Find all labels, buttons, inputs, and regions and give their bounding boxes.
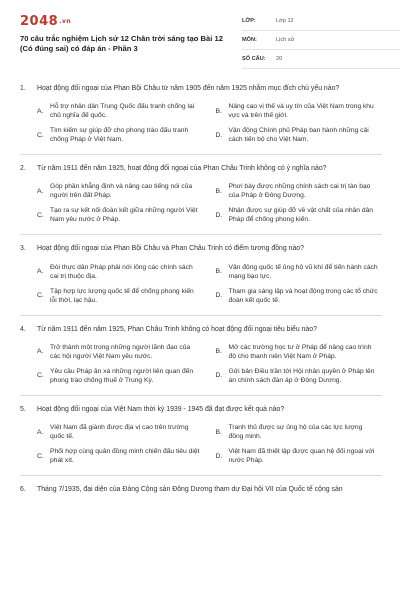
answer-option[interactable] bbox=[37, 343, 204, 361]
answer-options bbox=[37, 343, 382, 385]
question-number: 1. bbox=[20, 85, 26, 92]
question-item bbox=[20, 485, 382, 494]
option-text: Gửi bản Điều trần tới Hội nhân quyền ở Pháp lên án chính sách đàn áp ở Đông Dương. bbox=[228, 367, 375, 384]
answer-option[interactable] bbox=[37, 182, 204, 200]
option-text: Yêu cầu Pháp ân xá những người liên quan đến phong trào chống thuế ở Trung Kỳ. bbox=[50, 367, 194, 384]
option-letter: C. bbox=[37, 292, 44, 300]
meta-row bbox=[242, 12, 400, 31]
answer-option[interactable] bbox=[216, 447, 383, 465]
answer-option[interactable] bbox=[37, 206, 204, 224]
meta-label: SỐ CÂU: bbox=[242, 56, 266, 62]
question-text: Hoạt động đối ngoại của Phan Bội Châu và Phan Châu Trinh có điểm tương đồng nào? bbox=[37, 245, 304, 253]
answer-option[interactable] bbox=[216, 263, 383, 281]
page-header bbox=[20, 12, 385, 70]
meta-row bbox=[242, 50, 400, 69]
option-text: Nâng cao vị thế và uy tín của Việt Nam trong khu vực và trên thế giới. bbox=[228, 103, 374, 120]
answer-option[interactable] bbox=[216, 367, 383, 385]
option-text: Hỗ trợ nhân dân Trung Quốc đấu tranh chống lại chủ nghĩa đế quốc. bbox=[50, 103, 195, 120]
question-divider bbox=[20, 395, 382, 396]
question-stem bbox=[20, 325, 382, 334]
answer-option[interactable] bbox=[37, 287, 204, 305]
question-item bbox=[20, 84, 382, 144]
question-stem bbox=[20, 164, 382, 173]
option-letter: C. bbox=[37, 372, 44, 380]
option-text: Tranh thủ được sự ủng hộ của các lực lượng đồng minh. bbox=[228, 424, 363, 441]
answer-option[interactable] bbox=[37, 102, 204, 120]
answer-option[interactable] bbox=[216, 423, 383, 441]
option-text: Vận động quốc tế ủng hộ vũ khí để tiến hành cách mạng bạo lực. bbox=[228, 263, 378, 280]
meta-table bbox=[242, 12, 400, 69]
question-text: Hoạt động đối ngoại của Phan Bội Châu từ năm 1905 đến năm 1925 nhằm mục đích chủ yếu nào? bbox=[37, 85, 340, 92]
question-list bbox=[20, 84, 382, 494]
option-letter: B. bbox=[215, 187, 222, 195]
option-text: Tìm kiếm sự giúp đỡ cho phong trào đấu tranh chống Pháp ở Việt Nam. bbox=[50, 127, 189, 144]
question-text: Tháng 7/1935, đại diện của Đảng Cộng sản Đông Dương tham dự Đại hội VII của Quốc tế cộng sản bbox=[37, 486, 343, 494]
answer-option[interactable] bbox=[216, 102, 383, 120]
option-text: Việt Nam đã thiết lập được quan hệ đối ngoại với nước Pháp. bbox=[228, 448, 375, 465]
logo-text: 2048 bbox=[20, 14, 59, 29]
answer-option[interactable] bbox=[37, 126, 204, 144]
question-number: 4. bbox=[20, 325, 26, 333]
option-text: Nhận được sự giúp đỡ về vật chất của nhân dân Pháp để chống phong kiến. bbox=[228, 207, 374, 224]
question-item bbox=[20, 405, 382, 465]
answer-option[interactable] bbox=[37, 367, 204, 385]
option-text: Phối hợp cùng quân đồng minh chiến đấu tiêu diệt phát xít. bbox=[50, 448, 200, 465]
question-number: 6. bbox=[20, 486, 26, 494]
option-letter: D. bbox=[215, 131, 223, 139]
question-stem bbox=[20, 244, 382, 253]
option-text: Tham gia sáng lập và hoạt động trong các tổ chức đoàn kết quốc tế. bbox=[228, 287, 378, 304]
answer-option[interactable] bbox=[37, 263, 204, 281]
meta-label: LỚP: bbox=[242, 18, 256, 24]
option-letter: D. bbox=[215, 372, 223, 380]
option-text: Đòi thực dân Pháp phải nới lỏng các chính sách cai trị thuộc địa. bbox=[50, 263, 193, 280]
option-letter: A. bbox=[37, 428, 44, 436]
option-text: Góp phần khẳng định và nâng cao tiếng nói của người trên đất Pháp. bbox=[50, 183, 193, 200]
answer-option[interactable] bbox=[216, 287, 383, 305]
option-letter: B. bbox=[215, 107, 222, 115]
question-item bbox=[20, 244, 382, 304]
question-text: Từ năm 1911 đến năm 1925, Phan Châu Trinh không có hoạt động đối ngoại tiêu biểu nào? bbox=[37, 325, 317, 333]
option-text: Tạo ra sự kết nối đoàn kết giữa những người Việt Nam yêu nước ở Pháp. bbox=[50, 207, 198, 224]
question-divider bbox=[20, 234, 382, 235]
answer-option[interactable] bbox=[216, 343, 383, 361]
option-letter: D. bbox=[215, 211, 223, 219]
answer-option[interactable] bbox=[216, 182, 383, 200]
question-item bbox=[20, 325, 382, 385]
question-text: Từ năm 1911 đến năm 1925, hoạt động đối ngoại của Phan Châu Trinh không có ý nghĩa nào? bbox=[37, 165, 327, 173]
answer-option[interactable] bbox=[216, 206, 383, 224]
option-letter: C. bbox=[37, 452, 44, 460]
option-text: Phơi bày được những chính sách cai trị tàn bạo của Pháp ở Đông Dương. bbox=[228, 183, 371, 200]
meta-value: Lớp 12 bbox=[276, 18, 294, 24]
option-letter: C. bbox=[37, 131, 44, 139]
option-letter: D. bbox=[215, 452, 223, 460]
question-stem bbox=[20, 485, 382, 494]
option-letter: B. bbox=[215, 268, 222, 276]
option-text: Vận động Chính phủ Pháp ban hành những cải cách tiến bộ cho Việt Nam. bbox=[228, 127, 369, 144]
option-text: Tập hợp lực lượng quốc tế để chống phong kiến lỗi thời, lạc hậu. bbox=[50, 287, 194, 304]
answer-options bbox=[37, 263, 382, 305]
answer-option[interactable] bbox=[37, 423, 204, 441]
logo-domain: .vn bbox=[59, 18, 72, 25]
option-text: Trở thành một trong những người lãnh đạo của các hội người Việt Nam yêu nước. bbox=[50, 343, 191, 360]
question-number: 2. bbox=[20, 165, 26, 173]
question-text: Hoạt động đối ngoại của Việt Nam thời kỳ 1939 - 1945 đã đạt được kết quả nào? bbox=[37, 405, 285, 413]
question-number: 5. bbox=[20, 405, 26, 413]
question-stem bbox=[20, 84, 382, 93]
option-letter: B. bbox=[215, 428, 222, 436]
site-logo[interactable] bbox=[20, 14, 71, 29]
option-text: Mở các trường học tư ở Pháp để nâng cao trình độ cho thanh niên Việt Nam ở Pháp. bbox=[228, 343, 372, 360]
question-divider bbox=[20, 315, 382, 316]
question-stem bbox=[20, 405, 382, 414]
option-letter: A. bbox=[37, 268, 44, 276]
option-letter: A. bbox=[37, 348, 44, 356]
option-letter: C. bbox=[37, 211, 44, 219]
option-letter: A. bbox=[37, 107, 44, 115]
meta-value: 20 bbox=[276, 56, 283, 62]
meta-row bbox=[242, 31, 400, 50]
question-number: 3. bbox=[20, 245, 26, 253]
question-item bbox=[20, 164, 382, 224]
question-divider bbox=[20, 154, 382, 155]
page-title: 70 câu trắc nghiệm Lịch sử 12 Chân trời sáng tạo Bài 12 (Có đúng sai) có đáp án - Phần 3 bbox=[20, 34, 223, 53]
option-text: Việt Nam đã giành được địa vị cao trên trường quốc tế. bbox=[50, 424, 189, 441]
option-letter: D. bbox=[215, 292, 223, 300]
option-letter: B. bbox=[215, 348, 222, 356]
answer-option[interactable] bbox=[37, 447, 204, 465]
question-divider bbox=[20, 475, 382, 476]
answer-options bbox=[37, 423, 382, 465]
meta-label: MÔN: bbox=[242, 37, 257, 43]
option-letter: A. bbox=[37, 187, 44, 195]
meta-value: Lịch sử bbox=[276, 37, 295, 43]
answer-option[interactable] bbox=[216, 126, 383, 144]
answer-options bbox=[37, 182, 382, 224]
answer-options bbox=[37, 102, 382, 144]
